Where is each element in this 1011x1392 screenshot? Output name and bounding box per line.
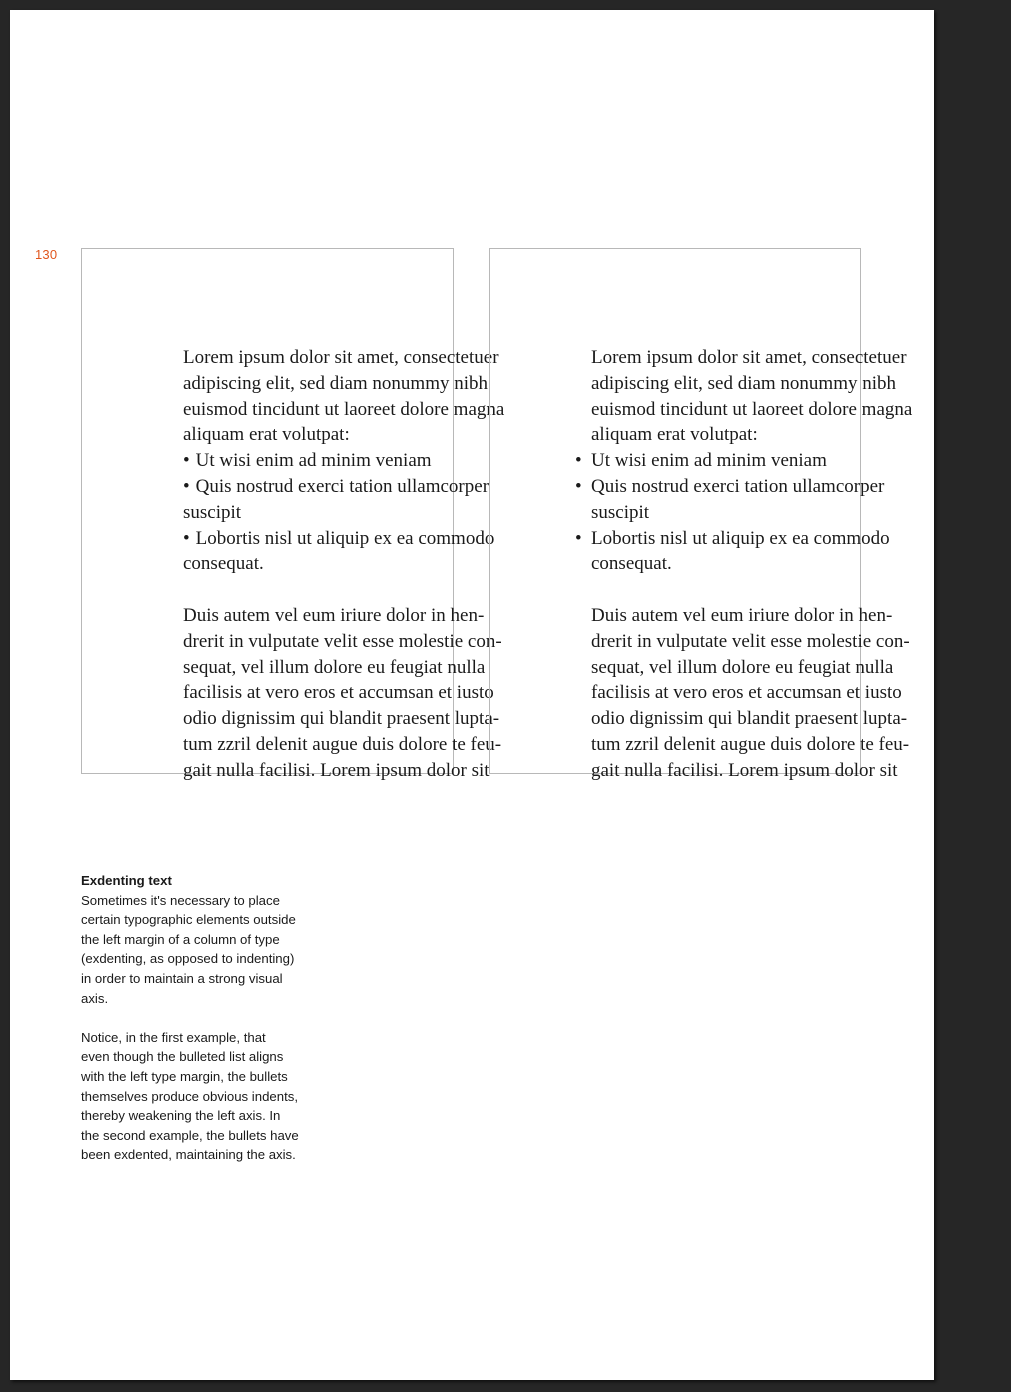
text-line: adipiscing elit, sed diam nonummy nibh (591, 372, 897, 394)
text-column (575, 345, 1011, 784)
text-line: adipiscing elit, sed diam nonummy nibh (183, 372, 489, 394)
bullet-text: Quis nostrud exerci tation ullamcorper (591, 475, 885, 497)
caption-title: Exdenting text (81, 873, 172, 888)
bullet-glyph: • (183, 475, 190, 497)
caption-line: even though the bulleted list aligns (81, 1049, 284, 1065)
text-line: sequat, vel illum dolore eu feugiat nulla (183, 656, 486, 678)
bullet-item (575, 526, 1011, 552)
text-line: drerit in vulputate velit esse molestie con- (591, 630, 910, 652)
caption-line: in order to maintain a strong visual (81, 970, 283, 986)
bullet-item (575, 448, 1011, 474)
caption-line: thereby weakening the left axis. In (81, 1108, 281, 1124)
text-line: aliquam erat volutpat: (591, 424, 758, 446)
bullet-text: Quis nostrud exerci tation ullamcorper (195, 475, 490, 497)
caption-line: Sometimes it's necessary to place (81, 892, 280, 908)
text-line: sequat, vel illum dolore eu feugiat nulla (591, 656, 894, 678)
page-number: 130 (35, 247, 58, 262)
text-line: facilisis at vero eros et accumsan et iusto (183, 682, 494, 704)
bullet-text: Lobortis nisl ut aliquip ex ea commodo (591, 527, 890, 549)
bullet-glyph: • (183, 527, 190, 549)
caption-line: themselves produce obvious indents, (81, 1088, 298, 1104)
text-line: Lorem ipsum dolor sit amet, consectetuer (183, 347, 499, 368)
text-line: Lorem ipsum dolor sit amet, consectetuer (591, 347, 907, 368)
bullet-text: Lobortis nisl ut aliquip ex ea commodo (195, 527, 495, 549)
text-line: euismod tincidunt ut laoreet dolore magna (591, 398, 913, 420)
bullet-glyph: • (575, 527, 582, 549)
caption-line: the second example, the bullets have (81, 1127, 299, 1143)
caption-line: (exdenting, as opposed to indenting) (81, 951, 295, 967)
text-line: facilisis at vero eros et accumsan et iusto (591, 682, 902, 704)
bullet-glyph: • (575, 450, 582, 472)
bullet-text-continuation: consequat. (591, 553, 672, 575)
caption-line: certain typographic elements outside (81, 912, 296, 928)
bullet-item (575, 474, 1011, 500)
text-line: gait nulla facilisi. Lorem ipsum dolor sit (183, 759, 490, 781)
caption-line: the left margin of a column of type (81, 931, 280, 947)
text-line: tum zzril delenit augue duis dolore te feu- (183, 733, 502, 755)
example-frame-aligned-bullets (81, 248, 505, 781)
bullet-text: Ut wisi enim ad minim veniam (195, 450, 432, 472)
bullet-text-continuation: suscipit (183, 501, 242, 523)
example-frame-exdented-bullets (489, 248, 913, 781)
book-page (10, 10, 934, 1380)
caption-line: with the left type margin, the bullets (81, 1068, 288, 1084)
text-line: aliquam erat volutpat: (183, 424, 350, 446)
caption-line: axis. (81, 990, 109, 1006)
caption (81, 871, 331, 1165)
text-line: Duis autem vel eum iriure dolor in hen- (591, 604, 893, 626)
text-line: euismod tincidunt ut laoreet dolore magna (183, 398, 505, 420)
text-line: Duis autem vel eum iriure dolor in hen- (183, 604, 485, 626)
bullet-glyph: • (183, 450, 190, 472)
caption-line: Notice, in the first example, that (81, 1029, 266, 1045)
bullet-text-continuation: suscipit (591, 501, 650, 523)
bullet-text-continuation: consequat. (183, 553, 264, 575)
caption-line: been exdented, maintaining the axis. (81, 1147, 296, 1163)
bullet-glyph: • (575, 475, 582, 497)
text-line: gait nulla facilisi. Lorem ipsum dolor sit (591, 759, 898, 781)
bullet-text: Ut wisi enim ad minim veniam (591, 450, 827, 472)
text-line: drerit in vulputate velit esse molestie con- (183, 630, 502, 652)
text-line: odio dignissim qui blandit praesent lupta- (591, 708, 908, 730)
text-line: odio dignissim qui blandit praesent lupta- (183, 708, 500, 730)
text-line: tum zzril delenit augue duis dolore te feu- (591, 733, 910, 755)
